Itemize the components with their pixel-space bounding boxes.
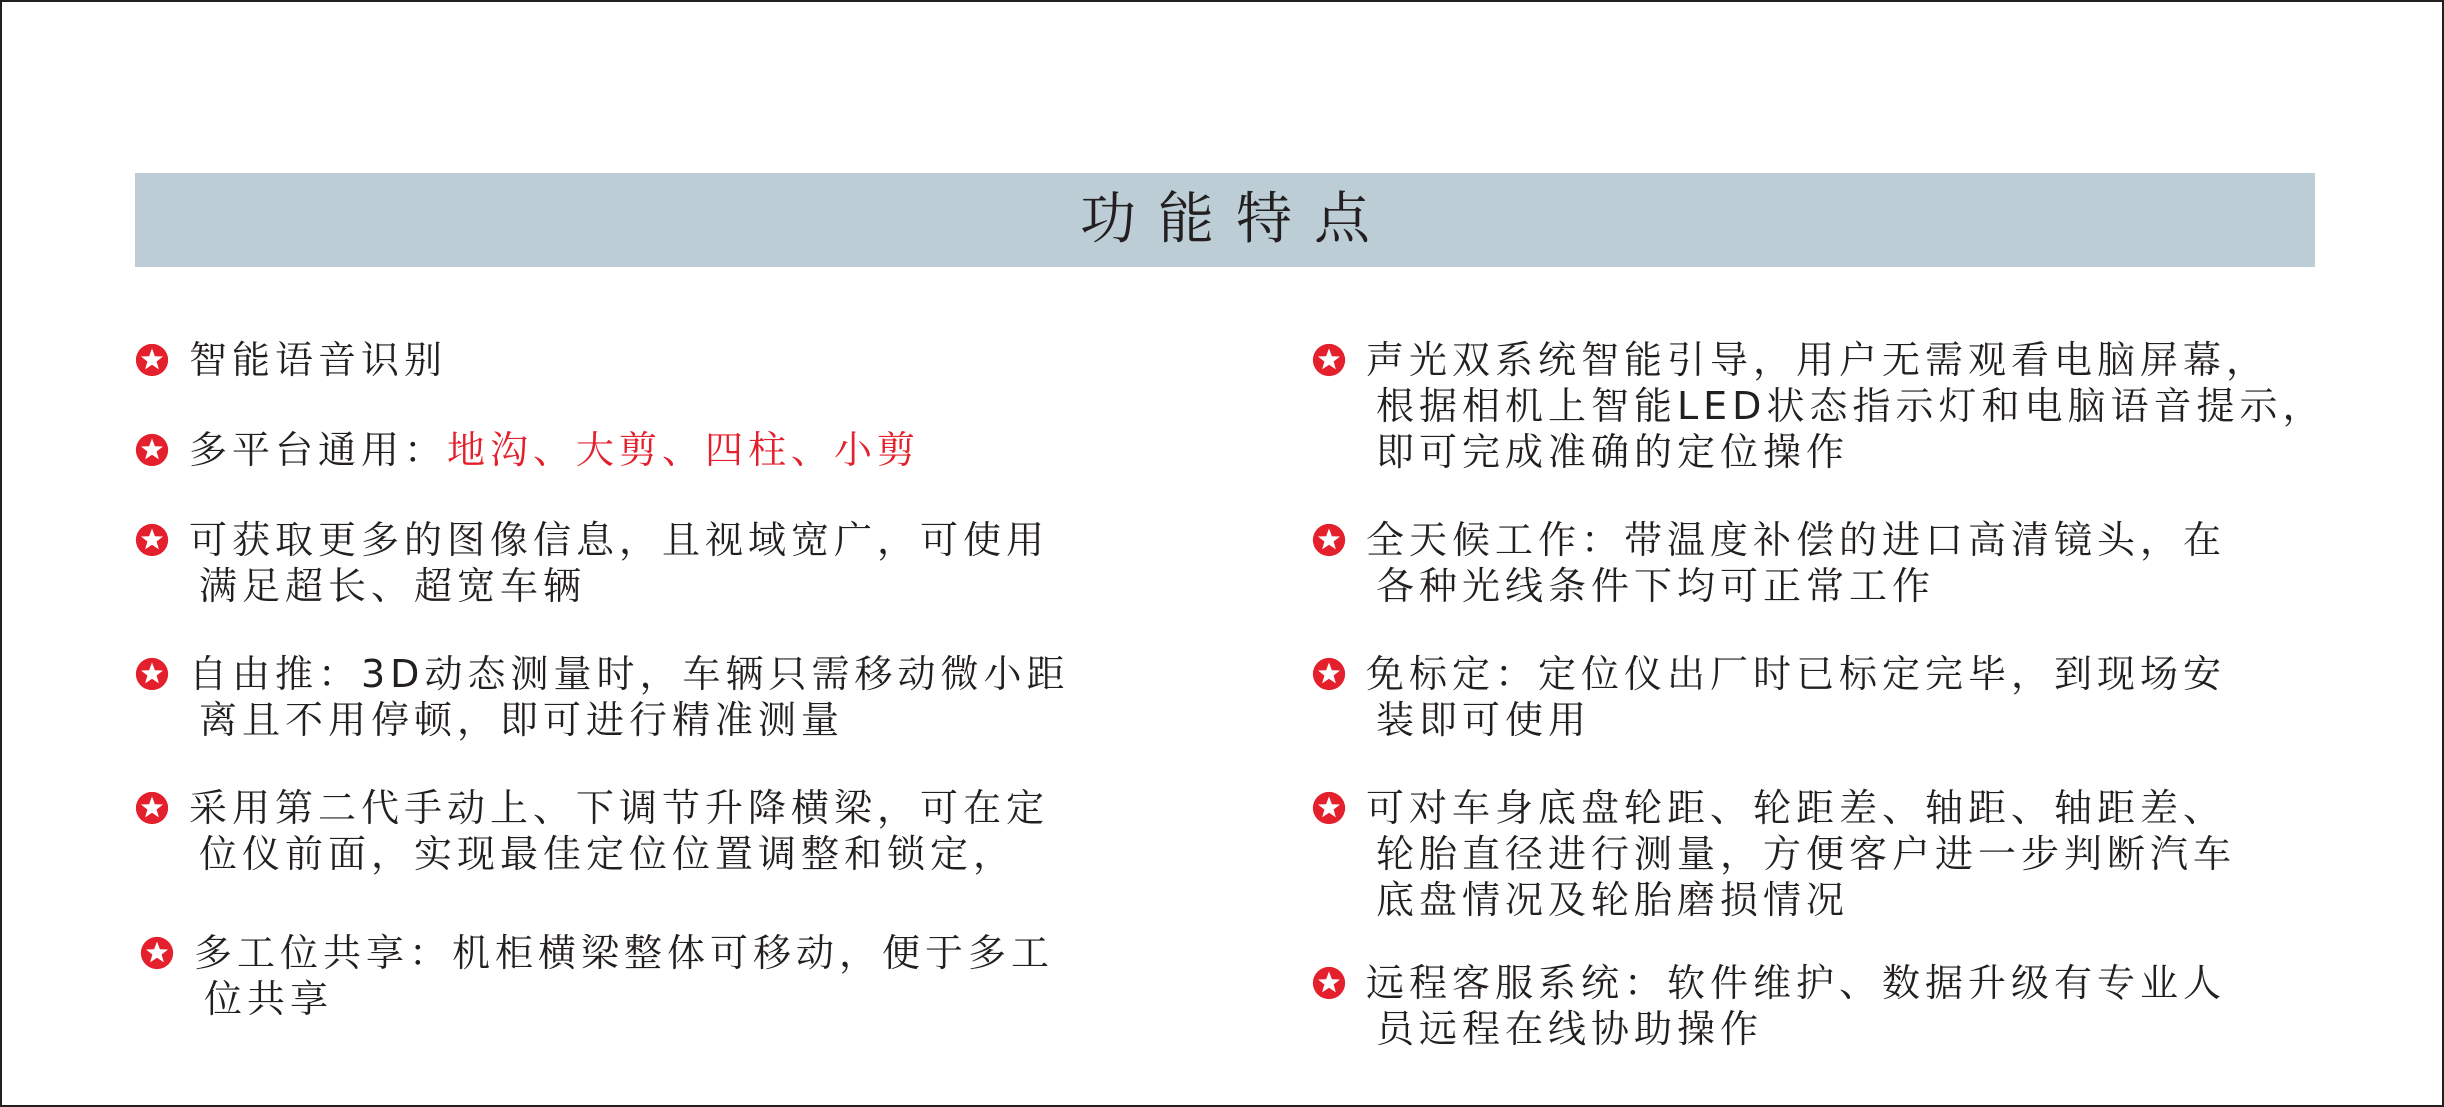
feature-text-continued: 即可完成准确的定位操作 — [1376, 430, 1850, 474]
feature-text-continued: 员远程在线协助操作 — [1376, 1007, 1764, 1051]
star-circle-icon — [1312, 791, 1346, 825]
star-circle-icon — [135, 657, 169, 691]
feature-text-continued: 位仪前面，实现最佳定位位置调整和锁定， — [199, 832, 1017, 876]
feature-text-continued: 轮胎直径进行测量，方便客户进一步判断汽车 — [1376, 832, 2237, 876]
star-circle-icon — [1312, 523, 1346, 557]
feature-text-continued: 装即可使用 — [1376, 698, 1592, 742]
feature-text: 多工位共享：机柜横梁整体可移动，便于多工 — [194, 931, 1055, 975]
feature-text-continued: 底盘情况及轮胎磨损情况 — [1376, 878, 1850, 922]
feature-item-multi-platform — [135, 427, 920, 473]
feature-text: 采用第二代手动上、下调节升降横梁，可在定 — [189, 786, 1050, 830]
feature-text-continued: 位共享 — [204, 977, 334, 1021]
feature-item-remote-service — [1312, 960, 2226, 1052]
feature-text: 远程客服系统：软件维护、数据升级有专业人 — [1366, 961, 2227, 1005]
feature-item-voice-recognition — [135, 337, 447, 383]
feature-item-calibration-free — [1312, 651, 2226, 743]
star-circle-icon — [1312, 657, 1346, 691]
feature-text: 声光双系统智能引导，用户无需观看电脑屏幕， — [1366, 338, 2270, 382]
feature-item-sound-light-guide — [1312, 337, 2325, 475]
feature-text-continued: 各种光线条件下均可正常工作 — [1376, 564, 1936, 608]
section-title-banner — [135, 173, 2315, 267]
feature-label: 多平台通用： — [189, 428, 448, 472]
feature-item-adjustable-beam — [135, 785, 1049, 877]
feature-text: 自由推：3D动态测量时，车辆只需移动微小距 — [189, 652, 1070, 696]
section-title: 功能特点 — [1080, 187, 1392, 252]
star-circle-icon — [135, 343, 169, 377]
feature-item-free-push — [135, 651, 1069, 743]
star-circle-icon — [1312, 343, 1346, 377]
feature-text: 可对车身底盘轮距、轮距差、轴距、轴距差、 — [1366, 786, 2227, 830]
feature-text: 可获取更多的图像信息，且视域宽广，可使用 — [189, 518, 1050, 562]
feature-item-chassis-measurement — [1312, 785, 2236, 923]
star-circle-icon — [140, 936, 174, 970]
feature-item-all-weather — [1312, 517, 2226, 609]
feature-item-wide-view — [135, 517, 1049, 609]
feature-text-continued: 离且不用停顿，即可进行精准测量 — [199, 698, 845, 742]
feature-text: 免标定：定位仪出厂时已标定完毕，到现场安 — [1366, 652, 2227, 696]
star-circle-icon — [135, 523, 169, 557]
star-circle-icon — [135, 791, 169, 825]
feature-text: 全天候工作：带温度补偿的进口高清镜头，在 — [1366, 518, 2227, 562]
feature-text: 智能语音识别 — [189, 338, 448, 382]
star-circle-icon — [135, 433, 169, 467]
feature-text-continued: 根据相机上智能LED状态指示灯和电脑语音提示， — [1376, 384, 2326, 428]
platform-list-highlight: 地沟、大剪、四柱、小剪 — [447, 428, 921, 472]
feature-text-continued: 满足超长、超宽车辆 — [199, 564, 587, 608]
feature-item-multi-station — [140, 930, 1054, 1022]
star-circle-icon — [1312, 966, 1346, 1000]
